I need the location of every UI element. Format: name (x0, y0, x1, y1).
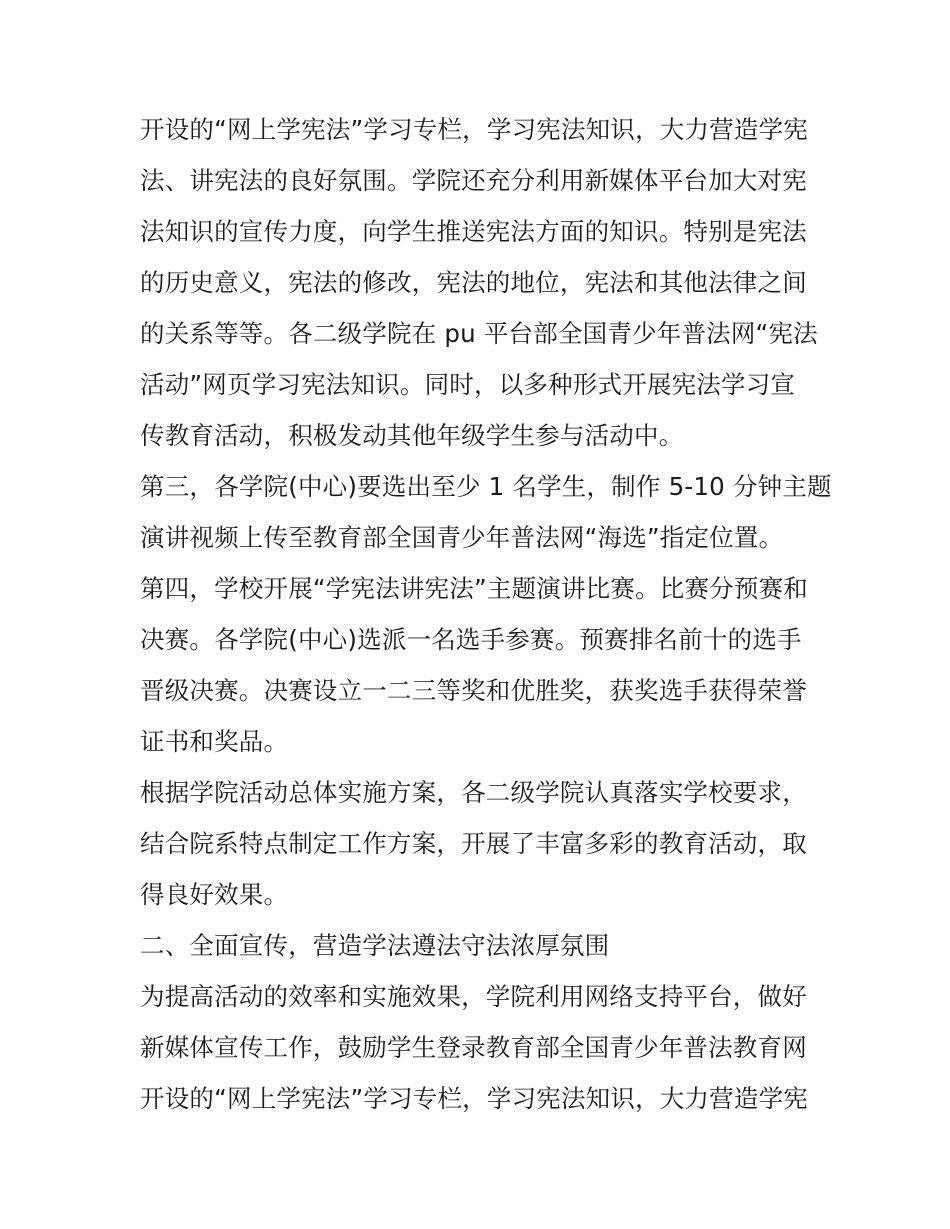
text-line: 得良好效果。 (140, 880, 289, 909)
text-line: 活动”网页学习宪法知识。同时，以多种形式开展宪法学习宣 (140, 370, 796, 399)
text-line: 的关系等等。各二级学院在 pu 平台部全国青少年普法网“宪法 (140, 319, 818, 348)
text-line: 第三，各学院(中心)要选出至少 1 名学生，制作 5-10 分钟主题 (140, 472, 832, 501)
text-line: 演讲视频上传至教育部全国青少年普法网“海选”指定位置。 (140, 523, 784, 552)
section-heading: 二、全面宣传，营造学法遵法守法浓厚氛围 (140, 931, 610, 960)
text-line: 开设的“网上学宪法”学习专栏，学习宪法知识，大力营造学宪 (140, 115, 808, 144)
text-line: 的历史意义，宪法的修改，宪法的地位，宪法和其他法律之间 (140, 268, 807, 297)
text-line: 传教育活动，积极发动其他年级学生参与活动中。 (140, 421, 684, 450)
text-line: 开设的“网上学宪法”学习专栏，学习宪法知识，大力营造学宪 (140, 1084, 808, 1113)
document-body (140, 104, 832, 1124)
text-line: 法、讲宪法的良好氛围。学院还充分利用新媒体平台加大对宪 (140, 166, 807, 195)
text-line: 法知识的宣传力度，向学生推送宪法方面的知识。特别是宪法 (140, 217, 807, 246)
text-line: 为提高活动的效率和实施效果，学院利用网络支持平台，做好 (140, 982, 807, 1011)
text-line: 晋级决赛。决赛设立一二三等奖和优胜奖，获奖选手获得荣誉 (140, 676, 807, 705)
text-line: 第四，学校开展“学宪法讲宪法”主题演讲比赛。比赛分预赛和 (140, 574, 808, 603)
text-line: 结合院系特点制定工作方案，开展了丰富多彩的教育活动，取 (140, 829, 807, 858)
text-line: 新媒体宣传工作，鼓励学生登录教育部全国青少年普法教育网 (140, 1033, 807, 1062)
text-line: 根据学院活动总体实施方案，各二级学院认真落实学校要求， (140, 778, 807, 807)
text-line: 证书和奖品。 (140, 727, 289, 756)
text-line: 决赛。各学院(中心)选派一名选手参赛。预赛排名前十的选手 (140, 625, 802, 654)
